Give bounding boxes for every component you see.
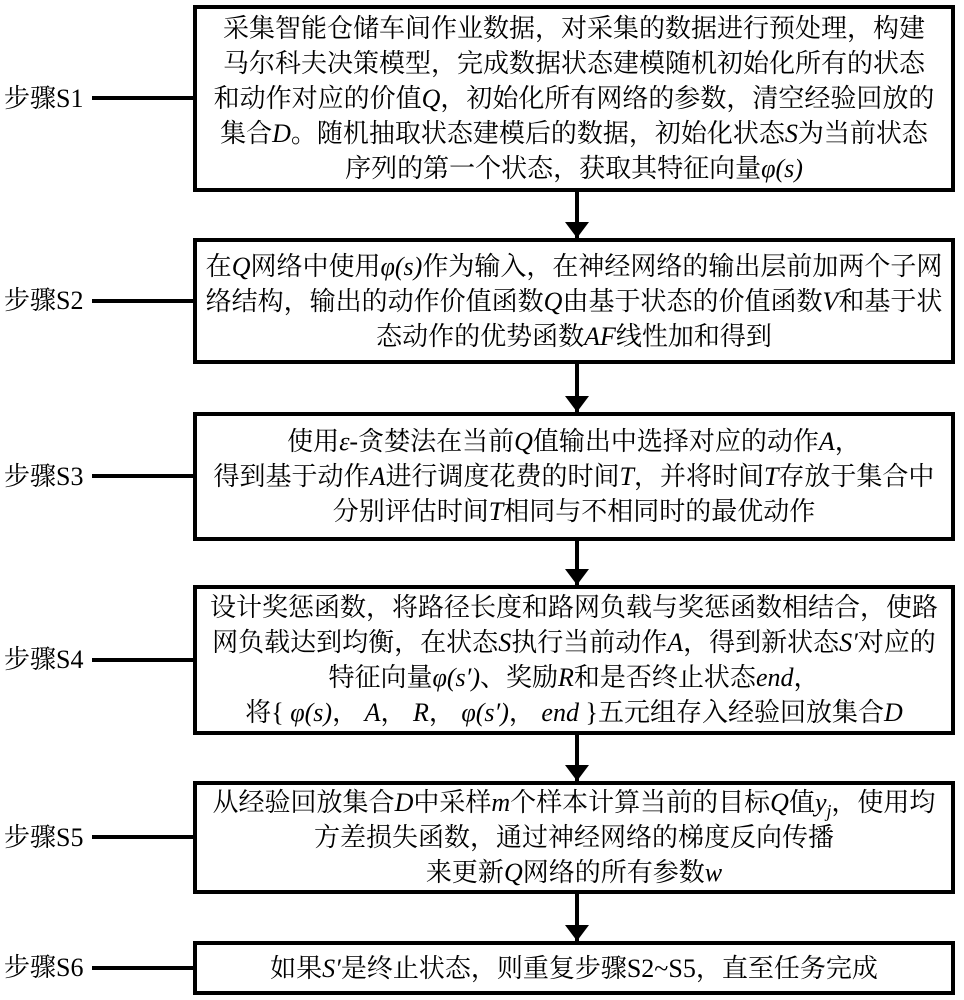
step-label-s3: 步骤S3 [4, 462, 84, 491]
step-text-line: 分别评估时间T相同与不相同时的最优动作 [332, 497, 816, 526]
step-label-s1: 步骤S1 [4, 84, 84, 113]
step-text-line: 网负载达到均衡，在状态S执行当前动作A，得到新状态S′对应的 [212, 628, 936, 657]
step-box-s1 [193, 5, 955, 192]
step-text-line: 集合D。随机抽取状态建模后的数据，初始化状态S为当前状态 [220, 119, 928, 148]
step-box-s2 [193, 238, 955, 364]
arrow-down-icon [565, 222, 589, 238]
step-connector-s2 [92, 299, 193, 303]
step-text-line: 将{ φ(s)， A， R， φ(s′)， end }五元组存入经验回放集合D [245, 698, 903, 727]
arrow-down-icon [565, 925, 589, 941]
step-text-line: 特征向量φ(s′)、奖励R和是否终止状态end， [328, 663, 820, 692]
step-label-s6: 步骤S6 [4, 953, 84, 982]
step-text-line: 使用ε-贪婪法在当前Q值输出中选择对应的动作A， [287, 427, 861, 456]
step-connector-s4 [92, 658, 193, 662]
step-box-s3 [193, 412, 955, 541]
step-text-line: 从经验回放集合D中采样m个样本计算当前的目标Q值$y_j$，使用均 [212, 788, 936, 822]
step-text-line: 马尔科夫决策模型，完成数据状态建模随机初始化所有的状态 [222, 49, 925, 78]
arrow-down-icon [565, 396, 589, 412]
step-text-line: 设计奖惩函数，将路径长度和路网负载与奖惩函数相结合，使路 [209, 593, 938, 622]
step-text-line: 和动作对应的价值Q，初始化所有网络的参数，清空经验回放的 [213, 84, 935, 113]
arrow-down-icon [565, 765, 589, 781]
step-text-line: 采集智能仓储车间作业数据，对采集的数据进行预处理，构建 [222, 14, 925, 43]
step-connector-s1 [92, 96, 193, 100]
step-text-line: 方差损失函数，通过神经网络的梯度反向传播 [313, 823, 834, 852]
step-label-s2: 步骤S2 [4, 286, 84, 315]
step-text-line: 来更新Q网络的所有参数w [425, 858, 723, 887]
step-label-s4: 步骤S4 [4, 645, 84, 674]
step-text-line: 如果S′是终止状态，则重复步骤S2~S5，直至任务完成 [270, 953, 878, 983]
step-box-s6 [193, 941, 955, 995]
step-text-line: 序列的第一个状态，获取其特征向量φ(s) [345, 154, 803, 183]
arrow-down-icon [565, 569, 589, 585]
step-text-line: 络结构，输出的动作价值函数Q由基于状态的价值函数V和基于状 [205, 286, 943, 316]
step-connector-s6 [92, 966, 193, 970]
step-text-line: 得到基于动作A进行调度花费的时间T，并将时间T存放于集合中 [213, 462, 935, 491]
step-connector-s5 [92, 835, 193, 839]
step-connector-s3 [92, 474, 193, 478]
step-box-s4 [193, 585, 955, 735]
step-label-s5: 步骤S5 [4, 823, 84, 852]
step-text-line: 态动作的优势函数AF线性加和得到 [376, 321, 772, 351]
step-text-line: 在Q网络中使用φ(s)作为输入，在神经网络的输出层前加两个子网 [205, 251, 943, 281]
step-box-s5 [193, 781, 955, 894]
